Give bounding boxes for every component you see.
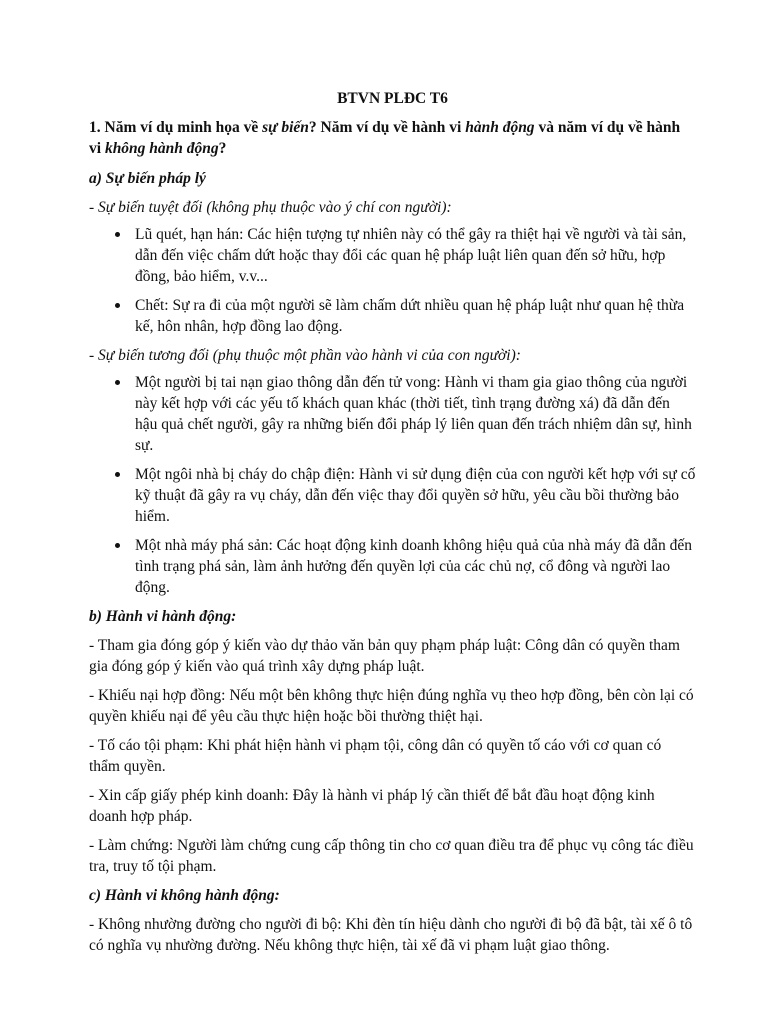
question-emphasis-khong-hanh-dong: không hành động: [104, 140, 219, 157]
list-item: [135, 224, 696, 287]
bullet-icon: [115, 543, 120, 548]
list-item-text: Một ngôi nhà bị cháy do chập điện: Hành vi sử dụng điện của con người kết hợp với sự cố kỹ thuật đã gây ra vụ cháy, dẫn đến việc thay đổi quyền sở hữu, yêu cầu bồi thường bảo hiểm.: [135, 466, 696, 525]
list-item: [135, 372, 696, 456]
bullet-icon: [115, 303, 120, 308]
relative-event-label: - Sự biến tương đối (phụ thuộc một phần vào hành vi của con người):: [89, 347, 521, 364]
question-text-2: ? Năm ví dụ về hành vi: [308, 119, 466, 136]
paragraph: - Xin cấp giấy phép kinh doanh: Đây là hành vi pháp lý cần thiết để bắt đầu hoạt động kinh doanh hợp pháp.: [89, 787, 655, 825]
list-item-text: Lũ quét, hạn hán: Các hiện tượng tự nhiên này có thể gây ra thiệt hại về người và tài sản, dẫn đến việc chấm dứt hoặc thay đổi các quan hệ pháp luật liên quan đến sở hữu, hợp đồng, bảo hiểm, v.v...: [135, 226, 687, 285]
question-text-3: và năm ví dụ về hành vi: [89, 119, 681, 157]
paragraph: - Không nhường đường cho người đi bộ: Khi đèn tín hiệu dành cho người đi bộ đã bật, tài xế ô tô có nghĩa vụ nhường đường. Nếu không thực hiện, tài xế đã vi phạm luật giao thông.: [89, 916, 693, 954]
question-text-1: 1. Năm ví dụ minh họa về: [89, 119, 263, 136]
bullet-icon: [115, 232, 120, 237]
question-1: [89, 117, 696, 159]
paragraph: - Tham gia đóng góp ý kiến vào dự thảo văn bản quy phạm pháp luật: Công dân có quyền tham gia đóng góp ý kiến vào quá trình xây dựng pháp luật.: [89, 637, 680, 675]
question-text-4: ?: [218, 140, 227, 157]
list-item: [135, 535, 696, 598]
absolute-event-label: - Sự biến tuyệt đối (không phụ thuộc vào ý chí con người):: [89, 199, 452, 216]
list-item: [135, 464, 696, 527]
paragraph: - Khiếu nại hợp đồng: Nếu một bên không thực hiện đúng nghĩa vụ theo hợp đồng, bên còn lại có quyền khiếu nại để yêu cầu thực hiện hoặc bồi thường thiệt hại.: [89, 687, 694, 725]
document-title: BTVN PLĐC T6: [337, 90, 448, 107]
list-item-text: Một nhà máy phá sản: Các hoạt động kinh doanh không hiệu quả của nhà máy đã dẫn đến tình trạng phá sản, làm ảnh hưởng đến quyền lợi của các chủ nợ, cổ đông và người lao động.: [135, 537, 693, 596]
question-emphasis-su-bien: sự biến: [262, 119, 309, 136]
section-a-heading: a) Sự biến pháp lý: [89, 170, 206, 187]
list-item: [135, 295, 696, 337]
section-c-heading: c) Hành vi không hành động:: [89, 887, 280, 904]
relative-event-list: [89, 372, 696, 598]
question-emphasis-hanh-dong: hành động: [465, 119, 535, 136]
list-item-text: Chết: Sự ra đi của một người sẽ làm chấm dứt nhiều quan hệ pháp luật như quan hệ thừa kế, hôn nhân, hợp đồng lao động.: [135, 297, 685, 335]
paragraph: - Làm chứng: Người làm chứng cung cấp thông tin cho cơ quan điều tra để phục vụ công tác điều tra, truy tố tội phạm.: [89, 837, 694, 875]
absolute-event-list: [89, 224, 696, 337]
paragraph: - Tố cáo tội phạm: Khi phát hiện hành vi phạm tội, công dân có quyền tố cáo với cơ quan có thẩm quyền.: [89, 737, 662, 775]
bullet-icon: [115, 380, 120, 385]
list-item-text: Một người bị tai nạn giao thông dẫn đến tử vong: Hành vi tham gia giao thông của người này kết hợp với các yếu tố khách quan khác (thời tiết, tình trạng đường xá) đã dẫn đến hậu quả chết người, gây ra những biến đổi pháp lý liên quan đến trách nhiệm dân sự, hình sự.: [135, 374, 692, 454]
bullet-icon: [115, 472, 120, 477]
section-b-heading: b) Hành vi hành động:: [89, 608, 237, 625]
